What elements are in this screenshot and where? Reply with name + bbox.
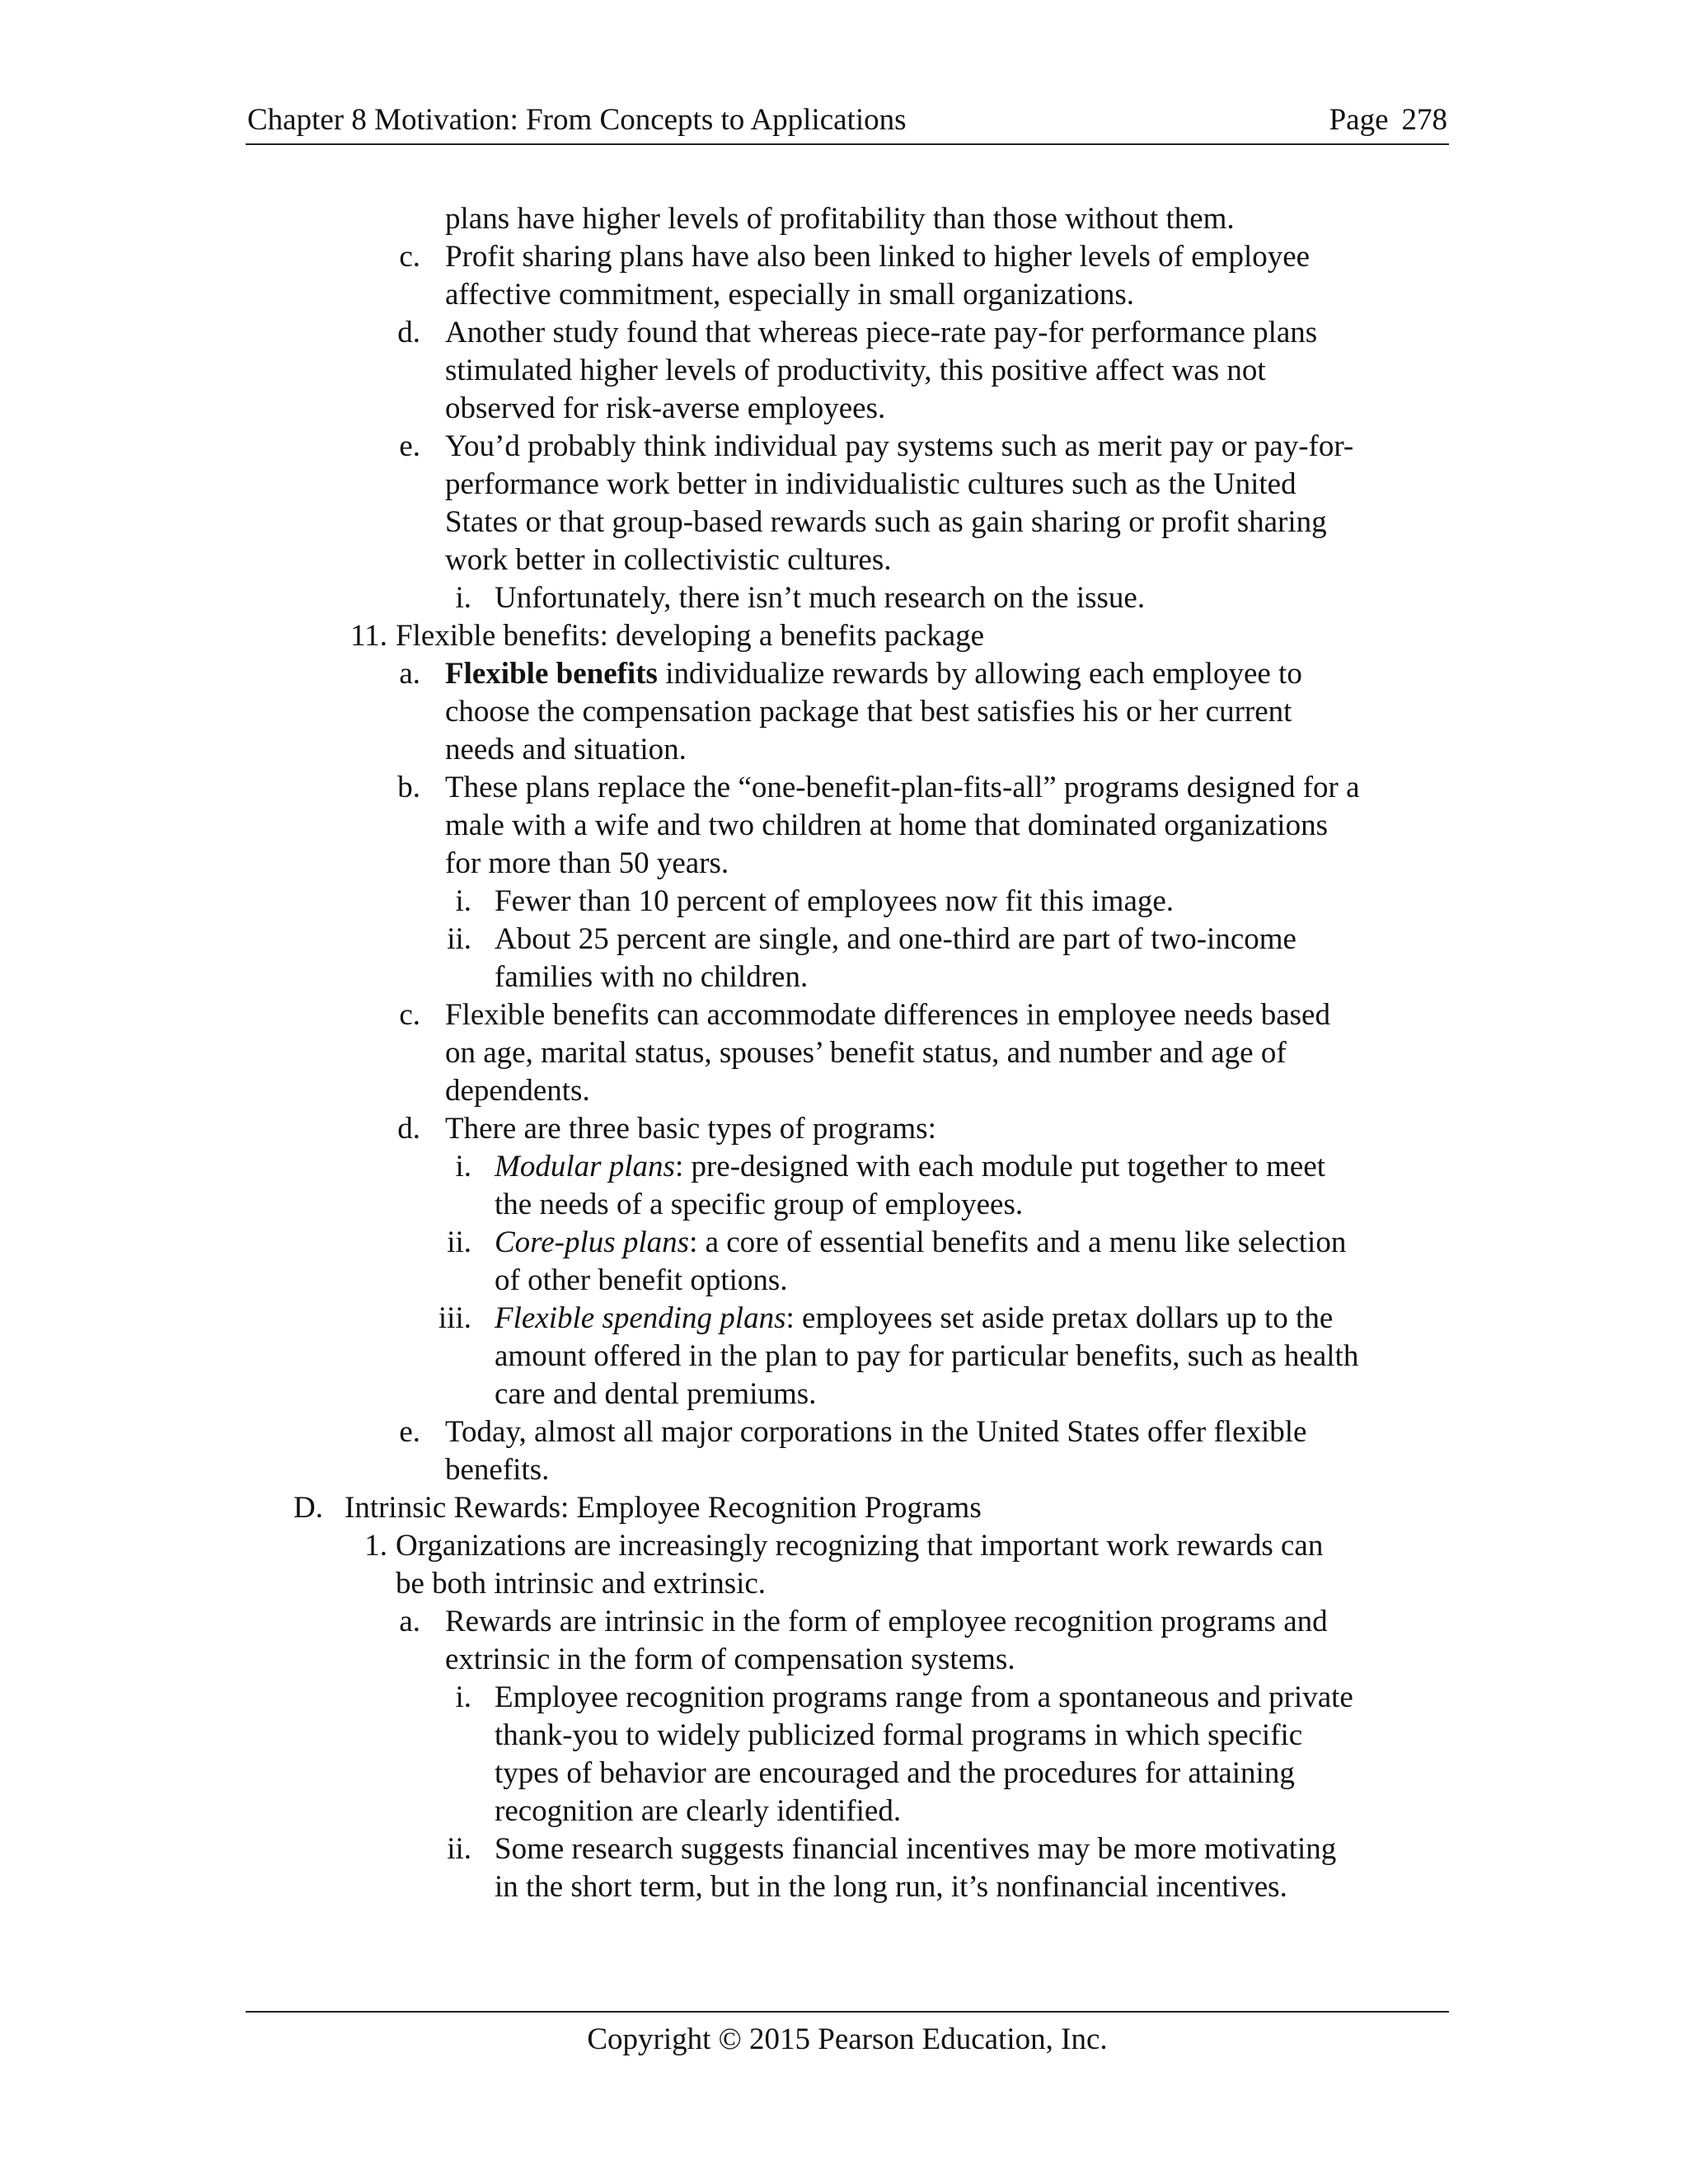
- line-body: observed for risk-averse employees.: [445, 391, 886, 425]
- outline-line: [0, 807, 1688, 845]
- list-marker: b.: [397, 771, 420, 804]
- line-text: [445, 655, 1302, 693]
- outline-line: [0, 996, 1688, 1034]
- outline-line: [0, 1603, 1688, 1641]
- list-marker: d.: [397, 1112, 420, 1146]
- line-text: [445, 238, 1310, 276]
- line-body: performance work better in individualistic cultures such as the United: [445, 467, 1296, 501]
- list-marker: i.: [455, 884, 471, 918]
- outline-line: [0, 1793, 1688, 1830]
- line-body: on age, marital status, spouses’ benefit status, and number and age of: [445, 1036, 1287, 1070]
- line-text: [445, 693, 1292, 731]
- line-text: [495, 921, 1296, 958]
- outline-line: [0, 1110, 1688, 1148]
- outline-line: [0, 1717, 1688, 1755]
- line-body: stimulated higher levels of productivity, this positive affect was not: [445, 354, 1266, 387]
- line-text: [445, 352, 1266, 390]
- outline-line: [0, 466, 1688, 504]
- line-text: [445, 1641, 1015, 1679]
- line-text: [445, 541, 891, 579]
- line-body: dependents.: [445, 1074, 590, 1108]
- line-text: [445, 276, 1134, 314]
- page-footer: [246, 2011, 1449, 2059]
- line-text: [495, 1868, 1287, 1906]
- line-body: needs and situation.: [445, 733, 687, 766]
- list-marker: i.: [455, 1150, 471, 1183]
- line-body: families with no children.: [495, 960, 809, 994]
- line-text: [495, 1338, 1358, 1376]
- outline-line: [0, 1148, 1688, 1186]
- outline-line: [0, 200, 1688, 238]
- line-body: types of behavior are encouraged and the procedures for attaining: [495, 1756, 1295, 1790]
- line-body: : pre-designed with each module put together to meet: [674, 1150, 1326, 1183]
- italic-term: Modular plans: [495, 1150, 675, 1183]
- line-text: [495, 1186, 1023, 1224]
- bold-term: Flexible benefits: [445, 657, 658, 691]
- line-body: the needs of a specific group of employees.: [495, 1188, 1024, 1221]
- line-body: in the short term, but in the long run, it’s nonfinancial incentives.: [495, 1870, 1287, 1904]
- outline-line: [0, 314, 1688, 352]
- outline-line: [0, 1413, 1688, 1451]
- line-body: amount offered in the plan to pay for particular benefits, such as health: [495, 1339, 1359, 1373]
- list-marker: ii.: [447, 922, 471, 956]
- list-marker: 1.: [364, 1529, 387, 1563]
- line-text: [445, 769, 1360, 807]
- line-text: [495, 1300, 1333, 1338]
- outline-line: [0, 693, 1688, 731]
- line-body: Fewer than 10 percent of employees now fit this image.: [495, 884, 1175, 918]
- line-text: [445, 731, 687, 769]
- line-body: States or that group-based rewards such as gain sharing or profit sharing: [445, 505, 1327, 539]
- line-text: [445, 1072, 590, 1110]
- copyright-notice: Copyright © 2015 Pearson Education, Inc.: [587, 2022, 1108, 2056]
- line-text: [495, 1376, 816, 1413]
- line-body: recognition are clearly identified.: [495, 1794, 902, 1828]
- line-body: These plans replace the “one-benefit-plan-fits-all” programs designed for a: [445, 771, 1360, 804]
- outline-line: [0, 541, 1688, 579]
- list-marker: a.: [399, 657, 420, 691]
- line-text: [445, 807, 1328, 845]
- line-body: Organizations are increasingly recognizing that important work rewards can: [396, 1529, 1324, 1563]
- line-text: [445, 504, 1327, 541]
- outline-line: [0, 845, 1688, 883]
- outline-line: [0, 428, 1688, 466]
- line-body: Flexible benefits: developing a benefits package: [396, 619, 985, 653]
- line-body: Profit sharing plans have also been linked to higher levels of employee: [445, 240, 1311, 274]
- line-body: thank-you to widely publicized formal programs in which specific: [495, 1718, 1303, 1752]
- line-body: There are three basic types of programs:: [445, 1112, 936, 1146]
- italic-term: Core-plus plans: [495, 1226, 690, 1259]
- outline-line: [0, 390, 1688, 428]
- outline-line: [0, 504, 1688, 541]
- line-text: [445, 1451, 549, 1489]
- line-body: of other benefit options.: [495, 1263, 788, 1297]
- outline-line: [0, 731, 1688, 769]
- list-marker: e.: [399, 1415, 420, 1449]
- outline-line: [0, 352, 1688, 390]
- outline-line: [0, 1262, 1688, 1300]
- outline-line: [0, 769, 1688, 807]
- line-text: [445, 314, 1317, 352]
- outline-line: [0, 1679, 1688, 1717]
- line-text: [345, 1489, 982, 1527]
- outline-line: [0, 1300, 1688, 1338]
- list-marker: e.: [399, 429, 420, 463]
- outline-line: [0, 1224, 1688, 1262]
- line-body: Some research suggests financial incentives may be more motivating: [495, 1832, 1337, 1866]
- line-body: for more than 50 years.: [445, 846, 729, 880]
- line-text: [445, 1603, 1328, 1641]
- outline-line: [0, 1072, 1688, 1110]
- line-body: You’d probably think individual pay systems such as merit pay or pay-for-: [445, 429, 1354, 463]
- line-body: be both intrinsic and extrinsic.: [396, 1567, 767, 1601]
- outline-line: [0, 1641, 1688, 1679]
- line-text: [495, 958, 808, 996]
- line-text: [495, 1793, 901, 1830]
- list-marker: iii.: [438, 1301, 471, 1335]
- line-text: [495, 1262, 788, 1300]
- line-text: [445, 996, 1330, 1034]
- outline-line: [0, 1527, 1688, 1565]
- line-body: choose the compensation package that best satisfies his or her current: [445, 695, 1292, 729]
- outline-line: [0, 1868, 1688, 1906]
- line-text: [495, 1717, 1302, 1755]
- italic-term: Flexible spending plans: [495, 1301, 786, 1335]
- outline-line: [0, 276, 1688, 314]
- line-body: care and dental premiums.: [495, 1377, 817, 1411]
- line-body: plans have higher levels of profitability than those without them.: [445, 202, 1235, 236]
- line-body: male with a wife and two children at home that dominated organizations: [445, 808, 1328, 842]
- list-marker: d.: [397, 316, 420, 349]
- line-text: [495, 1755, 1295, 1793]
- outline-line: [0, 1451, 1688, 1489]
- line-text: [495, 1830, 1336, 1868]
- outline-line: [0, 1376, 1688, 1413]
- line-text: [445, 200, 1235, 238]
- line-body: Rewards are intrinsic in the form of employee recognition programs and: [445, 1605, 1328, 1638]
- line-body: Intrinsic Rewards: Employee Recognition Programs: [345, 1491, 982, 1525]
- line-text: [495, 1148, 1325, 1186]
- line-body: Another study found that whereas piece-rate pay-for performance plans: [445, 316, 1318, 349]
- line-text: [445, 1034, 1287, 1072]
- line-text: [445, 466, 1296, 504]
- line-body: individualize rewards by allowing each employee to: [657, 657, 1302, 691]
- line-body: affective commitment, especially in small organizations.: [445, 278, 1135, 312]
- outline-line: [0, 1565, 1688, 1603]
- line-text: [495, 1224, 1346, 1262]
- list-marker: c.: [399, 998, 420, 1032]
- line-text: [396, 1565, 766, 1603]
- list-marker: ii.: [447, 1226, 471, 1259]
- chapter-title: Chapter 8 Motivation: From Concepts to Applications: [247, 103, 907, 137]
- outline-line: [0, 1186, 1688, 1224]
- line-text: [396, 1527, 1323, 1565]
- line-text: [445, 845, 729, 883]
- outline-line: [0, 1830, 1688, 1868]
- page-label: Page: [1329, 103, 1389, 137]
- line-text: [445, 1110, 936, 1148]
- outline-line: [0, 1338, 1688, 1376]
- line-body: Today, almost all major corporations in the United States offer flexible: [445, 1415, 1307, 1449]
- outline-line: [0, 958, 1688, 996]
- line-text: [445, 390, 885, 428]
- page-number: 278: [1401, 103, 1447, 137]
- outline-line: [0, 1489, 1688, 1527]
- outline-line: [0, 655, 1688, 693]
- line-text: [396, 617, 984, 655]
- line-body: work better in collectivistic cultures.: [445, 543, 892, 577]
- page-number-label: [1329, 97, 1447, 143]
- line-body: About 25 percent are single, and one-third are part of two-income: [495, 922, 1296, 956]
- list-marker: i.: [455, 1680, 471, 1714]
- list-marker: c.: [399, 240, 420, 274]
- outline-line: [0, 883, 1688, 921]
- line-text: [495, 883, 1174, 921]
- line-body: benefits.: [445, 1453, 550, 1487]
- list-marker: ii.: [447, 1832, 471, 1866]
- list-marker: D.: [293, 1491, 323, 1525]
- list-marker: 11.: [350, 619, 387, 653]
- outline-line: [0, 617, 1688, 655]
- list-marker: i.: [455, 581, 471, 615]
- line-body: Employee recognition programs range from a spontaneous and private: [495, 1680, 1353, 1714]
- line-body: : a core of essential benefits and a menu like selection: [689, 1226, 1347, 1259]
- line-body: : employees set aside pretax dollars up to the: [785, 1301, 1334, 1335]
- outline-line: [0, 921, 1688, 958]
- outline-line: [0, 1034, 1688, 1072]
- outline-line: [0, 238, 1688, 276]
- outline-line: [0, 1755, 1688, 1793]
- page-header: [246, 97, 1449, 145]
- line-text: [495, 1679, 1353, 1717]
- line-text: [495, 579, 1145, 617]
- line-body: extrinsic in the form of compensation systems.: [445, 1643, 1015, 1676]
- line-body: Flexible benefits can accommodate differences in employee needs based: [445, 998, 1330, 1032]
- list-marker: a.: [399, 1605, 420, 1638]
- line-text: [445, 1413, 1306, 1451]
- outline-body: [0, 200, 1688, 1906]
- line-text: [445, 428, 1353, 466]
- line-body: Unfortunately, there isn’t much research on the issue.: [495, 581, 1146, 615]
- outline-line: [0, 579, 1688, 617]
